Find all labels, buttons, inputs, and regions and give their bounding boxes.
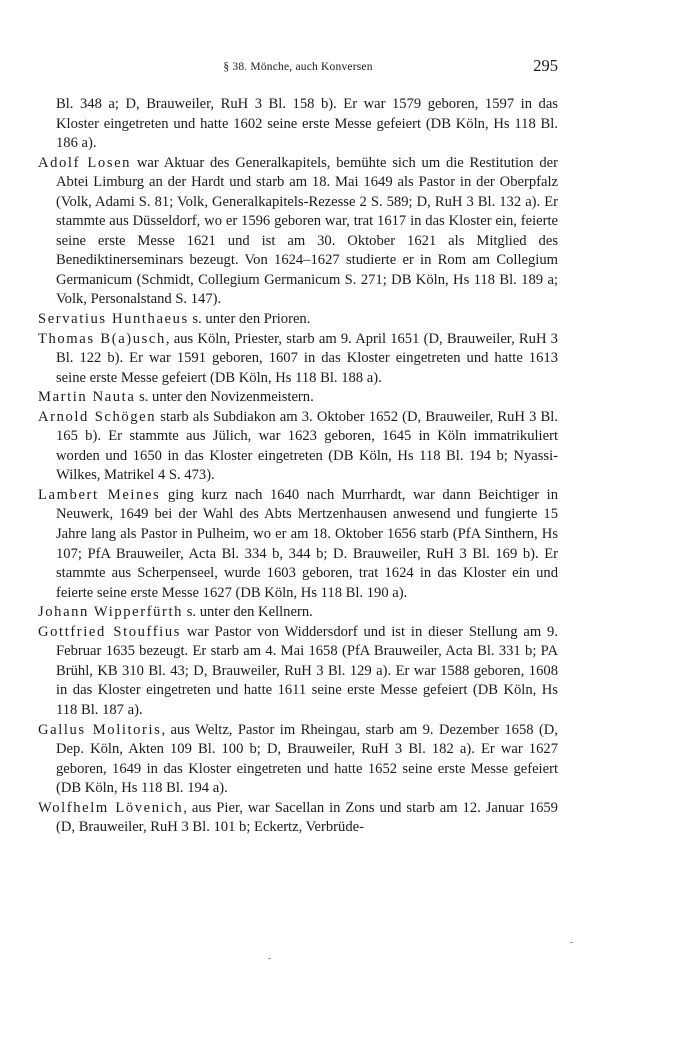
entry-text: s. unter den Prioren.: [188, 311, 311, 328]
entry-name: Gottfried Stouffius: [38, 623, 182, 640]
entry-text: s. unter den Novizenmeistern.: [135, 389, 314, 406]
entry-text: war Aktuar des Generalkapitels, bemühte sich um die Restitution der Abtei Limburg an der Hardt und starb am 18. Mai 1649 als Pastor in der Oberpfalz (Volk, Adami S. 81; Volk, Generalkapitels-Rezesse 2 S. 589; D, RuH 3 Bl. 132 a). Er stammte aus Düsseldorf, wo er 1596 geboren war, trat 1617 in das Kloster ein, feierte seine erste Messe 1621 und ist am 30. Oktober 1621 als Mitglied des Benediktinerseminars bezeugt. Von 1624–1627 studierte er in Rom am Collegium Germanicum (Schmidt, Collegium Germanicum S. 271; DB Köln, Hs 118 Bl. 189 a; Volk, Personalstand S. 147).: [56, 154, 558, 308]
entry-text: s. unter den Kellnern.: [183, 604, 313, 621]
entry-wolfhelm-loevenich: [38, 799, 558, 838]
entry-martin-nauta: [38, 388, 558, 408]
entry-text: Bl. 348 a; D, Brauweiler, RuH 3 Bl. 158 b). Er war 1579 geboren, 1597 in das Kloster eingetreten und hatte 1602 seine erste Messe gefeiert (DB Köln, Hs 118 Bl. 186 a).: [56, 96, 558, 152]
scan-speck: [570, 942, 573, 943]
page-number: 295: [533, 56, 558, 75]
entry-text: , aus Köln, Priester, starb am 9. April 1651 (D, Brauweiler, RuH 3 Bl. 122 b). Er war 1591 geboren, 1607 in das Kloster eingetreten und hatte 1613 seine erste Messe gefeiert (DB Köln, Hs 118 Bl. 188 a).: [56, 330, 558, 386]
entry-thomas-bausch: [38, 330, 558, 389]
body-text: [38, 95, 558, 838]
entry-arnold-schoegen: [38, 408, 558, 486]
entry-name: Martin Nauta: [38, 389, 136, 406]
entry-name: Servatius Hunthaeus: [38, 311, 189, 328]
entry-text: , aus Pier, war Sacellan in Zons und starb am 12. Januar 1659 (D, Brauweiler, RuH 3 Bl. 101 b; Eckertz, Verbrüde-: [56, 799, 558, 836]
entry-gottfried-stouffius: [38, 623, 558, 721]
entry-name: Thomas B(a)usch: [38, 330, 166, 347]
entry-text: , aus Weltz, Pastor im Rheingau, starb am 9. Dezember 1658 (D, Dep. Köln, Akten 109 Bl. 100 b; D, Brauweiler, RuH 3 Bl. 182 a). Er war 1627 geboren, 1649 in das Kloster eingetreten und hatte 1652 seine erste Messe gefeiert (DB Köln, Hs 118 Bl. 194 a).: [56, 721, 558, 797]
entry-text: starb als Subdiakon am 3. Oktober 1652 (D, Brauweiler, RuH 3 Bl. 165 b). Er stammte aus Jülich, war 1623 geboren, 1645 in Köln immatrikuliert worden und 1650 in das Kloster eingetreten (DB Köln, Hs 118 Bl. 194 b; Nyassi-Wilkes, Matrikel 4 S. 473).: [56, 408, 558, 484]
entry-text: war Pastor von Widdersdorf und ist in dieser Stellung am 9. Februar 1635 bezeugt. Er starb am 4. Mai 1658 (PfA Brauweiler, Acta Bl. 331 b; PA Brühl, KB 310 Bl. 43; D, Brauweiler, RuH 3 Bl. 129 a). Er war 1588 geboren, 1608 in das Kloster eingetreten und hatte 1611 seine erste Messe gefeiert (DB Köln, Hs 118 Bl. 187 a).: [56, 623, 558, 718]
entry-text: ging kurz nach 1640 nach Murrhardt, war dann Beichtiger in Neuwerk, 1649 bei der Wahl des Abts Mertzenhausen anwesend und fungierte 15 Jahre lang als Pastor in Pulheim, wo er am 18. Oktober 1656 starb (PfA Sinthern, Hs 107; PfA Brauweiler, Acta Bl. 334 b, 344 b; D. Brauweiler, RuH 3 Bl. 169 b). Er stammte aus Scherpenseel, wurde 1603 geboren, trat 1624 in das Kloster ein und feierte seine erste Messe 1627 (DB Köln, Hs 118 Bl. 190 a).: [56, 486, 558, 601]
entry-lambert-meines: [38, 486, 558, 603]
entry-name: Wolfhelm Lövenich: [38, 799, 184, 816]
entry-name: Gallus Molitoris: [38, 721, 162, 738]
entry-continuation: [38, 95, 558, 154]
running-head: § 38. Mönche, auch Konversen: [223, 61, 373, 73]
entry-servatius-hunthaeus: [38, 310, 558, 330]
entry-name: Johann Wipperfürth: [38, 604, 184, 621]
entry-gallus-molitoris: [38, 721, 558, 799]
entry-adolf-losen: [38, 154, 558, 310]
scan-speck: [268, 958, 271, 959]
entry-name: Lambert Meines: [38, 486, 161, 503]
entry-name: Arnold Schögen: [38, 408, 157, 425]
entry-johann-wipperfuerth: [38, 603, 558, 623]
page-header: [38, 56, 558, 80]
entry-name: Adolf Losen: [38, 154, 132, 171]
